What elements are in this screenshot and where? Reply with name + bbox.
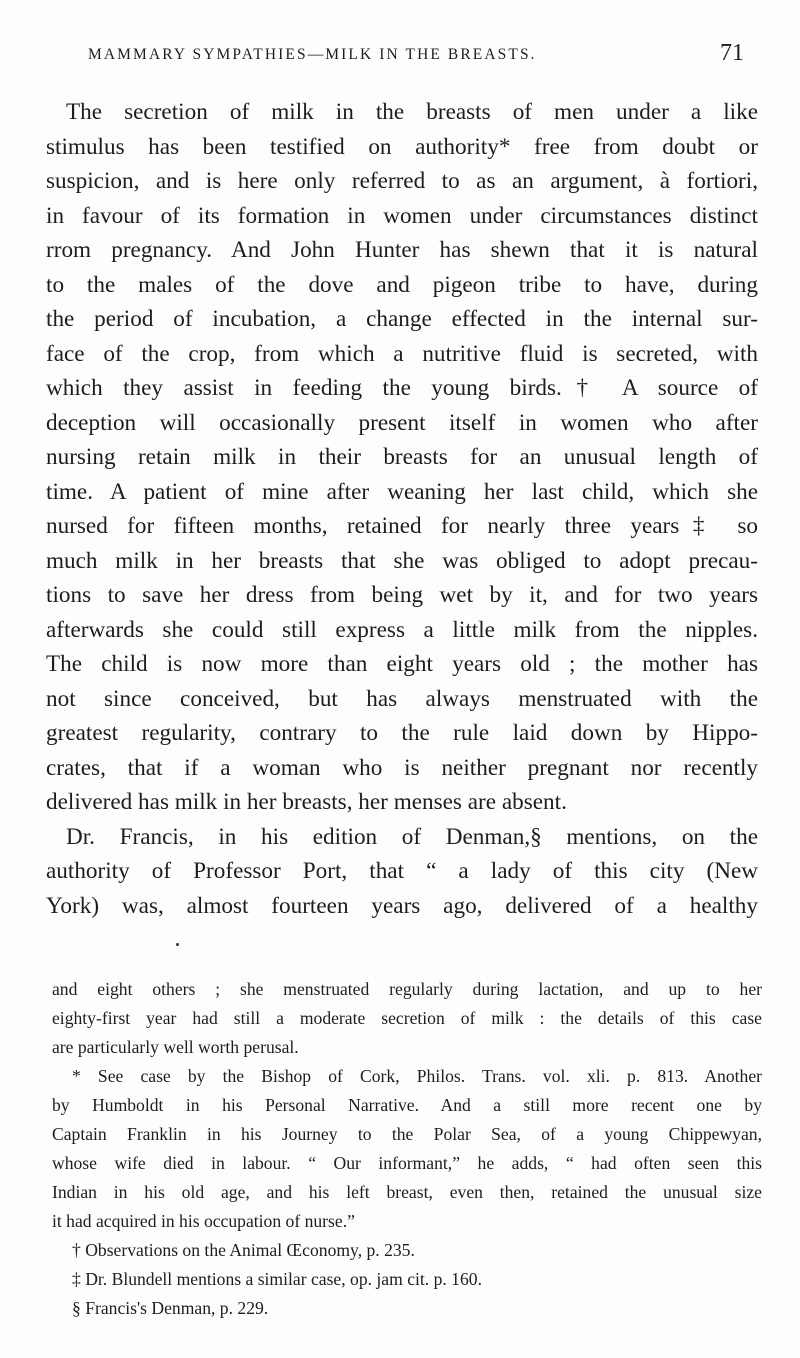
text-line: not since conceived, but has always menstruated with the: [46, 685, 758, 712]
text-line: greatest regularity, contrary to the rule laid down by Hippo-: [46, 720, 758, 746]
footnote-line: and eight others ; she menstruated regularly during lactation, and up to her: [52, 979, 762, 999]
text-line: in favour of its formation in women under circumstances distinct: [46, 202, 758, 229]
footnote-line: eighty-first year had still a moderate secretion of milk : the details of this case: [52, 1008, 762, 1028]
text-line: The secretion of milk in the breasts of men under a like: [66, 99, 758, 125]
text-line: nursing retain milk in their breasts for an unusual length of: [46, 444, 758, 470]
text-line: delivered has milk in her breasts, her menses are absent.: [46, 789, 567, 815]
footnote-line: by Humboldt in his Personal Narrative. And a still more recent one by: [52, 1095, 762, 1115]
text-line: suspicion, and is here only referred to as an argument, à fortiori,: [46, 168, 758, 194]
text-line: rrom pregnancy. And John Hunter has shewn that it is natural: [46, 237, 758, 263]
text-line: to the males of the dove and pigeon tribe to have, during: [46, 271, 758, 298]
text-line: York) was, almost fourteen years ago, delivered of a healthy: [46, 892, 758, 919]
footnote-line: Indian in his old age, and his left breast, even then, retained the unusual size: [52, 1182, 762, 1202]
text-line: tions to save her dress from being wet by it, and for two years: [46, 582, 758, 608]
text-line: deception will occasionally present itself in women who after: [46, 409, 758, 436]
main-text: [46, 95, 758, 923]
footnote-line: † Observations on the Animal Œconomy, p. 235.: [72, 1240, 415, 1260]
separator-mark: [176, 943, 179, 946]
text-line: face of the crop, from which a nutritive fluid is secreted, with: [46, 340, 758, 367]
footnote-line: ‡ Dr. Blundell mentions a similar case, op. jam cit. p. 160.: [72, 1269, 482, 1289]
footnote-line: it had acquired in his occupation of nurse.”: [52, 1211, 355, 1231]
text-line: stimulus has been testified on authority* free from doubt or: [46, 133, 758, 160]
text-line: The child is now more than eight years old ; the mother has: [46, 651, 758, 677]
text-line: afterwards she could still express a little milk from the nipples.: [46, 616, 758, 643]
text-line: the period of incubation, a change effected in the internal sur-: [46, 306, 758, 332]
text-line: crates, that if a woman who is neither pregnant nor recently: [46, 754, 758, 781]
text-line: Dr. Francis, in his edition of Denman,§ mentions, on the: [66, 823, 758, 850]
text-line: much milk in her breasts that she was obliged to adopt precau-: [46, 547, 758, 574]
page-number: 71: [720, 40, 744, 66]
footnote-line: are particularly well worth perusal.: [52, 1037, 299, 1057]
footnote-line: whose wife died in labour. “ Our informant,” he adds, “ had often seen this: [52, 1153, 762, 1173]
text-line: nursed for fifteen months, retained for nearly three years‡ so: [46, 513, 758, 539]
footnotes: [52, 975, 762, 1323]
footnote-line: Captain Franklin in his Journey to the Polar Sea, of a young Chippewyan,: [52, 1124, 762, 1144]
footnote-line: § Francis's Denman, p. 229.: [72, 1298, 269, 1318]
text-line: time. A patient of mine after weaning her last child, which she: [46, 478, 758, 505]
text-line: which they assist in feeding the young birds.† A source of: [46, 375, 758, 401]
running-title: MAMMARY SYMPATHIES—MILK IN THE BREASTS.: [88, 46, 537, 63]
text-line: authority of Professor Port, that “ a lady of this city (New: [46, 858, 758, 884]
footnote-line: * See case by the Bishop of Cork, Philos. Trans. vol. xli. p. 813. Another: [72, 1066, 762, 1086]
page-header: [88, 40, 744, 74]
